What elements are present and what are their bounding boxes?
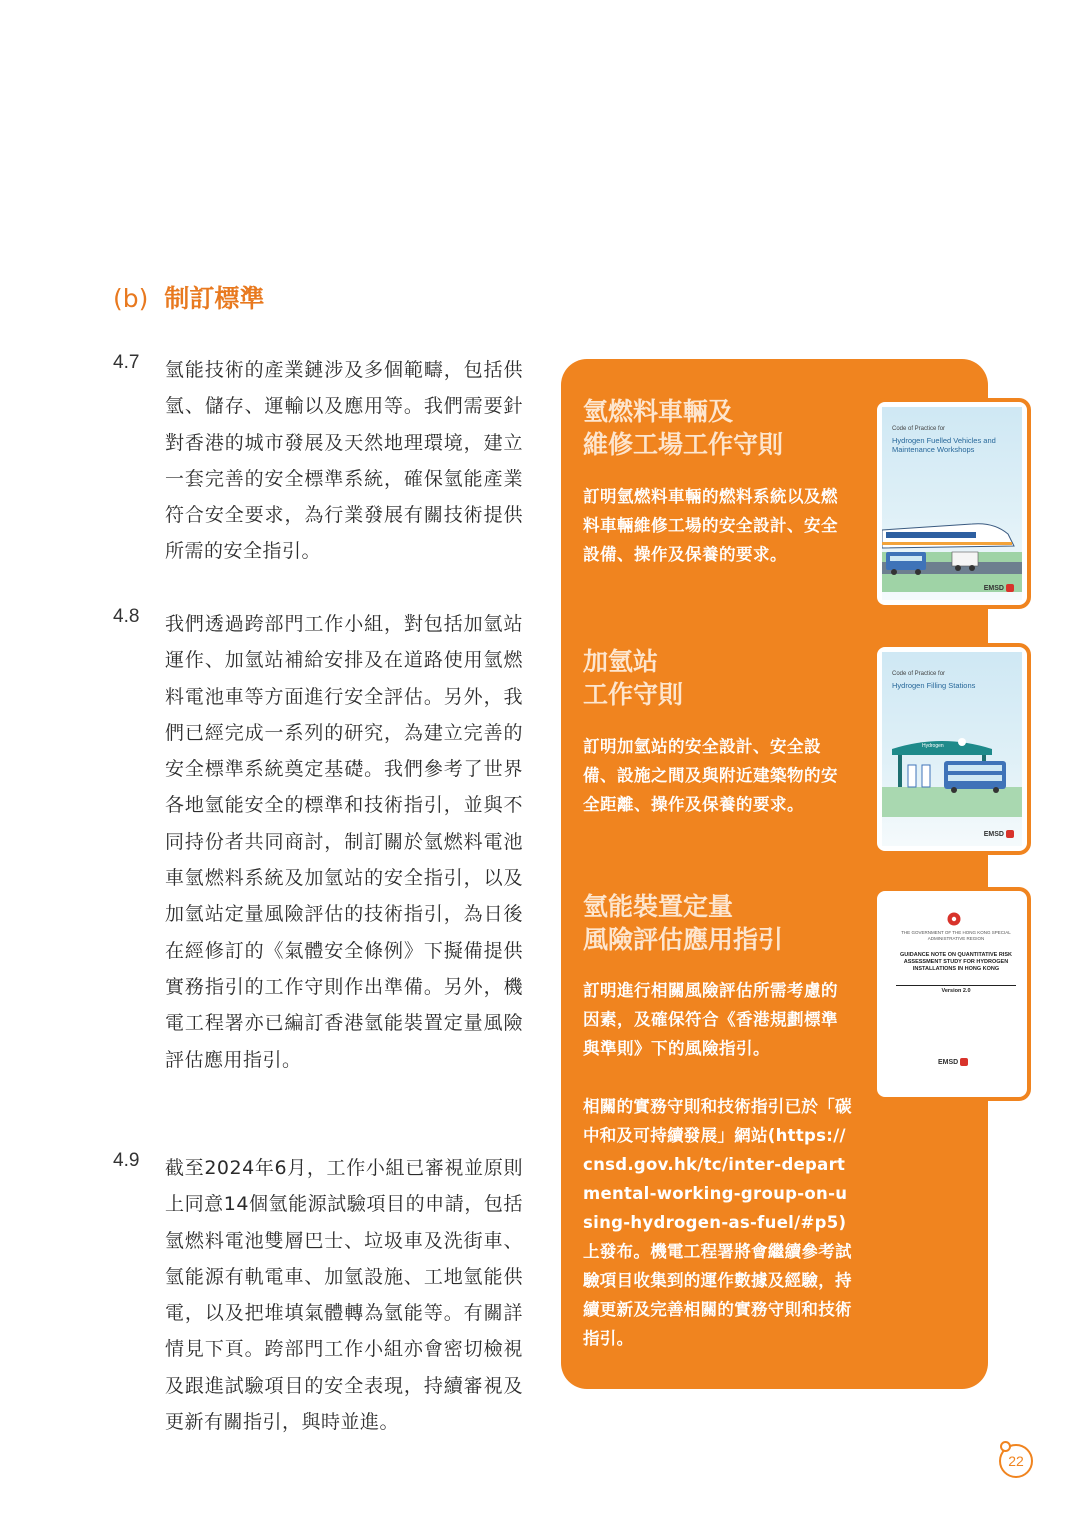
paragraph-number: 4.7: [113, 352, 140, 373]
card-title-filling-stations: [583, 645, 843, 711]
page-number-dot-icon: [1000, 1441, 1011, 1452]
card-description-vehicles: 訂明氫燃料車輛的燃料系統以及燃料車輛維修工場的安全設計、安全設備、操作及保養的要求。: [583, 487, 838, 564]
paragraph-text: 氫能技術的產業鏈涉及多個範疇，包括供氫、儲存、運輸以及應用等。我們需要針對香港的城市發展及天然地理環境，建立一套完善的安全標準系統，確保氫能產業符合安全要求，為行業發展有關技術提供所需的安全指引。: [165, 359, 523, 563]
filling-station-illustration: [882, 727, 1022, 817]
card-description-risk-assessment: 訂明進行相關風險評估所需考慮的因素，及確保符合《香港規劃標準與準則》下的風險指引。: [583, 981, 838, 1058]
cover-government-line: THE GOVERNMENT OF THE HONG KONG SPECIAL ADMINISTRATIVE REGION: [901, 930, 1011, 941]
cover-title-main: Hydrogen Filling Stations: [892, 681, 976, 690]
cover-version: Version 2.0: [941, 988, 971, 994]
cover-risk-assessment-guidance: [873, 887, 1031, 1101]
cover-title: [892, 670, 1022, 690]
card-title-line: 風險評估應用指引: [583, 925, 784, 954]
cover-title-main: GUIDANCE NOTE ON QUANTITATIVE RISK ASSESSMENT STUDY FOR HYDROGEN INSTALLATIONS IN HONG KONG: [900, 952, 1012, 972]
hksar-emblem-icon: [947, 912, 961, 926]
card-title-line: 工作守則: [583, 680, 684, 709]
emsd-logo: [984, 584, 1014, 592]
section-heading: [113, 279, 264, 315]
publication-note: 相關的實務守則和技術指引已於「碳中和及可持續發展」網站(https://cnsd.gov.hk/tc/inter-departmental-working-group-on-using-hydrogen-as-fuel/#p5) 上發布。機電工程署將會繼續參考試驗項目收集到的運作數據及經驗，持續更新及完善相關的實務守則和技術指引。: [583, 1097, 852, 1348]
cover-title-main: Hydrogen Fuelled Vehicles and Maintenance Workshops: [892, 436, 996, 454]
card-title-line: 維修工場工作守則: [583, 430, 784, 459]
paragraph-4-8: [113, 606, 523, 1078]
cover-hydrogen-vehicles-code: [873, 398, 1031, 609]
card-title-vehicles: [583, 395, 843, 461]
cover-title: [892, 425, 1022, 454]
emsd-logo-text: EMSD: [983, 584, 1004, 592]
emsd-logo: [938, 1058, 968, 1066]
cover-rule: [896, 985, 1016, 986]
card-title-line: 氫燃料車輛及: [583, 397, 734, 426]
emsd-logo-text: EMSD: [938, 1058, 959, 1066]
paragraph-text: 截至2024年6月，工作小組已審視並原則上同意14個氫能源試驗項目的申請，包括氫燃料電池雙層巴士、垃圾車及洗街車、氫能源有軌電車、加氫設施、工地氫能供電，以及把堆填氣體轉為氫能等。有關詳情見下頁。跨部門工作小組亦會密切檢視及跟進試驗項目的安全表現，持續審視及更新有關指引，與時並進。: [165, 1157, 523, 1434]
paragraph-4-9: [113, 1150, 523, 1440]
paragraph-number: 4.9: [113, 1150, 140, 1171]
emsd-logo: [984, 830, 1014, 838]
cover-title-small: Code of Practice for: [892, 671, 946, 677]
paragraph-4-7: [113, 352, 523, 570]
paragraph-number: 4.8: [113, 606, 140, 627]
section-letter: (b): [113, 284, 149, 313]
vehicles-illustration: [882, 502, 1022, 592]
page-number: 22: [999, 1444, 1033, 1478]
paragraph-text: 我們透過跨部門工作小組，對包括加氫站運作、加氫站補給安排及在道路使用氫燃料電池車等方面進行安全評估。另外，我們已經完成一系列的研究，為建立完善的安全標準系統奠定基礎。我們參考了世界各地氫能安全的標準和技術指引，並與不同持份者共同商討，制訂關於氫燃料電池車氫燃料系統及加氫站的安全指引，以及加氫站定量風險評估的技術指引，為日後在經修訂的《氣體安全條例》下擬備提供實務指引的工作守則作出準備。另外，機電工程署亦已編訂香港氫能裝置定量風險評估應用指引。: [165, 613, 523, 1071]
cover-hydrogen-filling-stations-code: [873, 643, 1031, 855]
card-title-line: 加氫站: [583, 647, 659, 676]
section-title: 制訂標準: [164, 284, 265, 313]
station-sign-text: Hydrogen: [922, 743, 944, 749]
card-title-line: 氫能裝置定量: [583, 892, 734, 921]
card-description-filling-stations: 訂明加氫站的安全設計、安全設備、設施之間及與附近建築物的安全距離、操作及保養的要求。: [583, 737, 838, 814]
cover-title-small: Code of Practice for: [892, 426, 946, 432]
emsd-logo-text: EMSD: [983, 830, 1004, 838]
card-title-risk-assessment: [583, 890, 843, 956]
